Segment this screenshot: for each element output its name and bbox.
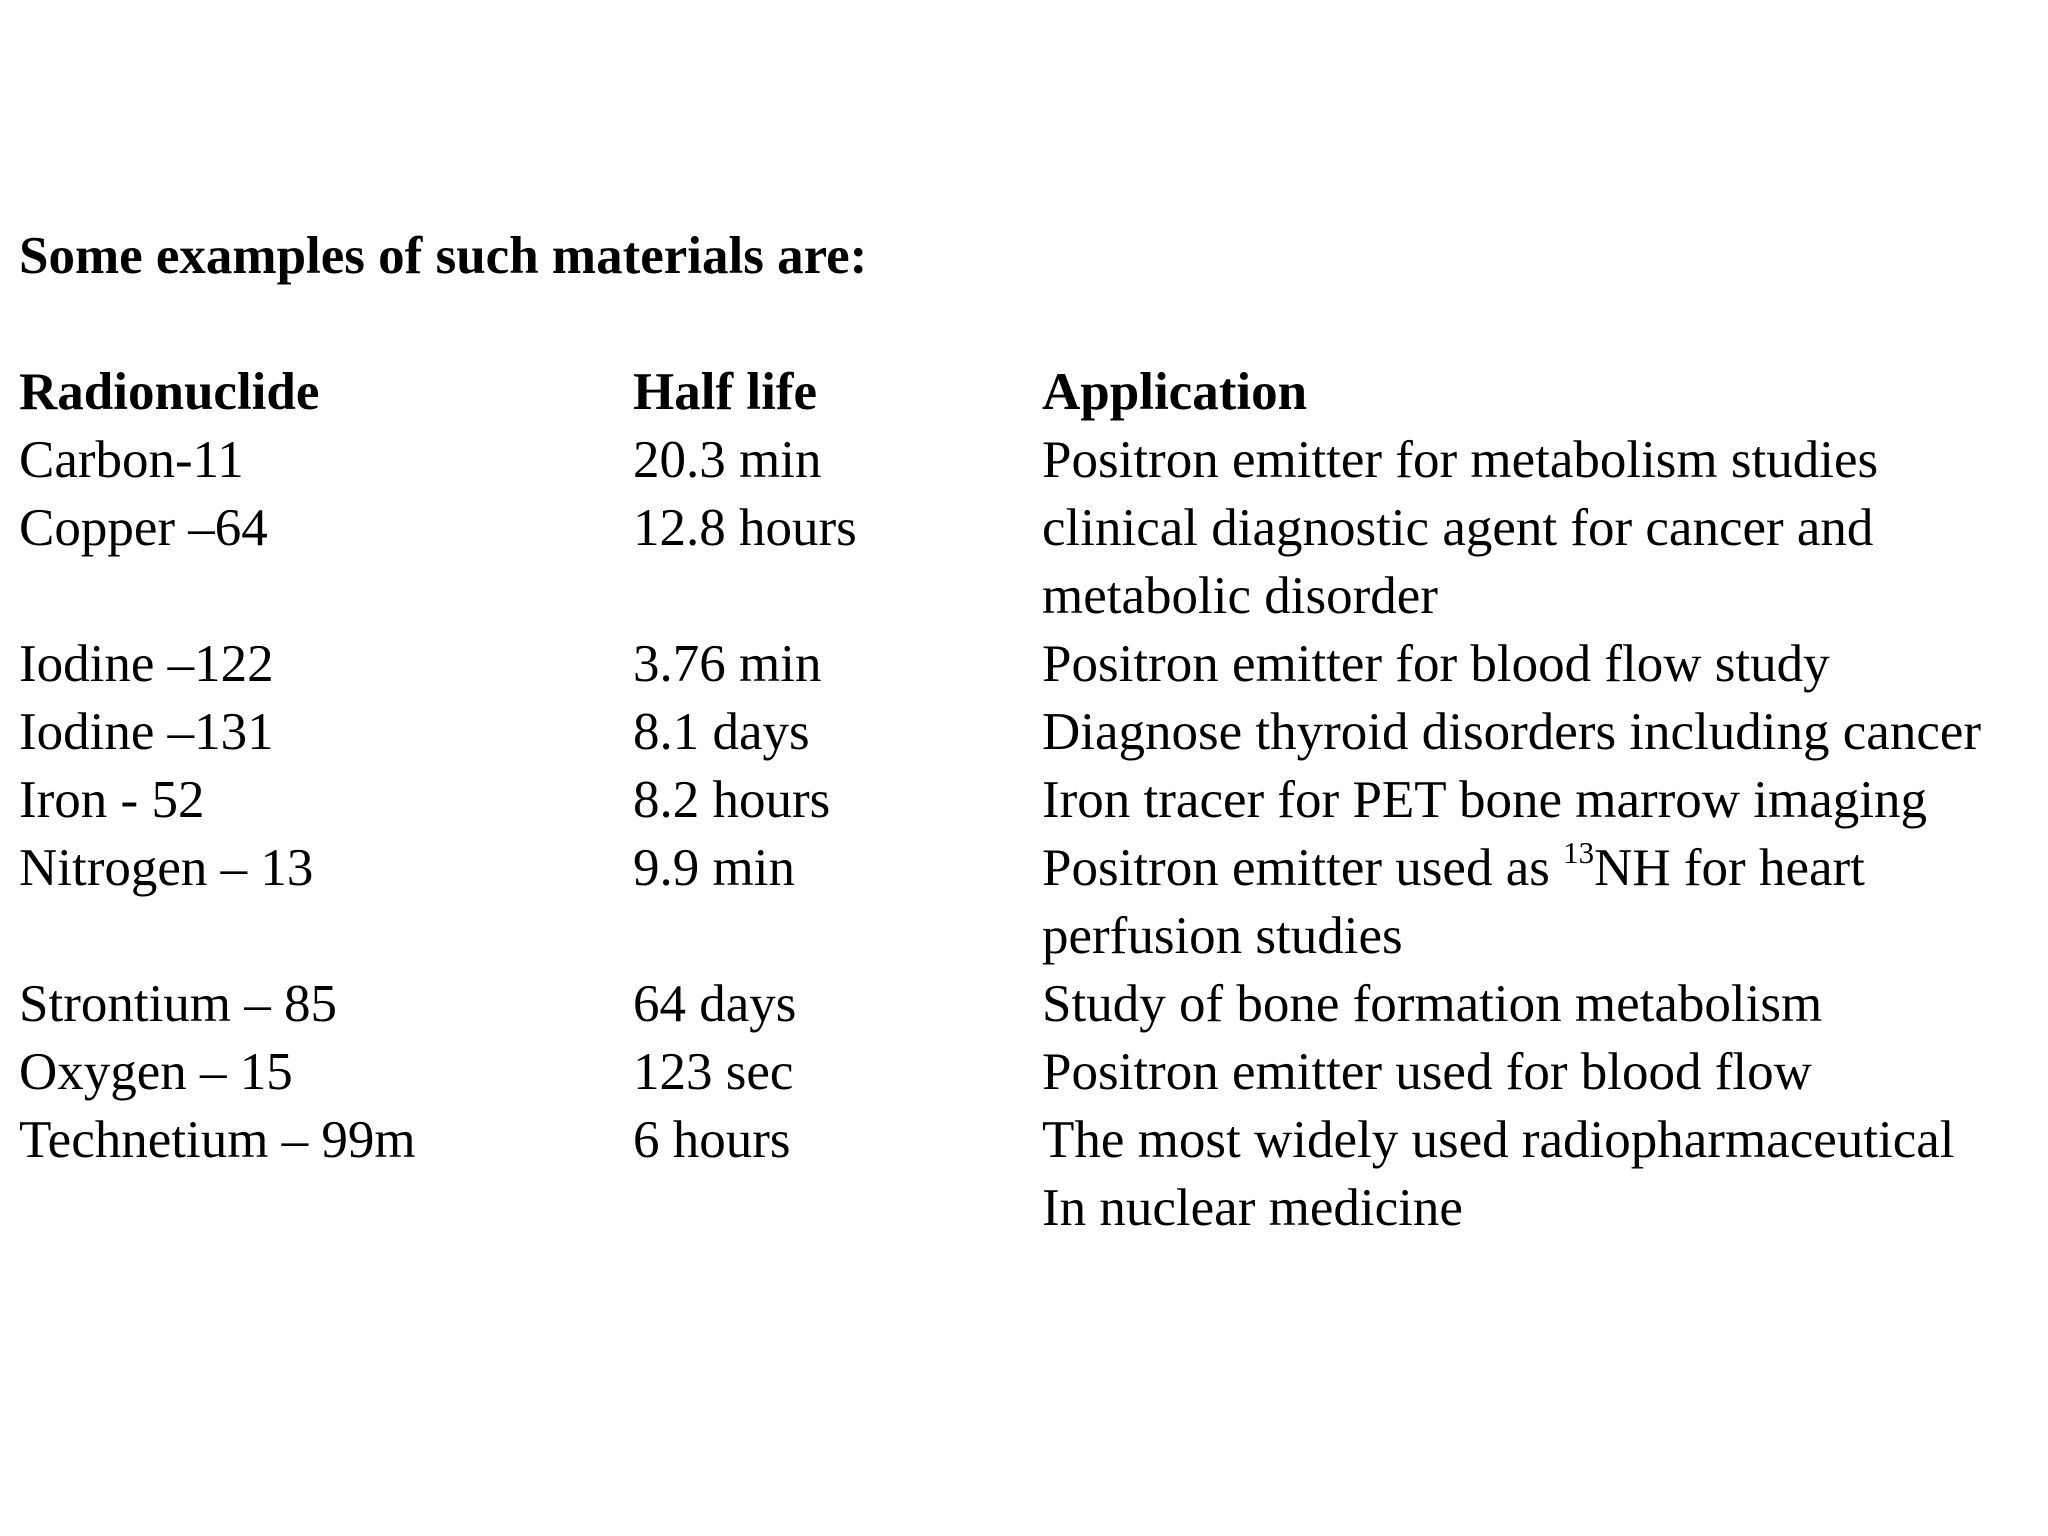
half-life-cell: 8.1 days [633,703,810,761]
radionuclide-cell: Copper –64 [19,499,268,557]
application-cell: Positron emitter for metabolism studies [1042,431,1879,489]
table-row [0,630,2048,698]
application-cell: Diagnose thyroid disorders including cancer [1042,703,1982,761]
application-cell: Study of bone formation metabolism [1042,975,1823,1033]
half-life-cell: 64 days [633,975,797,1033]
radionuclide-cell: Iron - 52 [19,771,205,829]
application-cell: clinical diagnostic agent for cancer and [1042,499,1874,557]
half-life-cell: 20.3 min [633,431,822,489]
table-row [0,834,2048,902]
application-cell-continuation: In nuclear medicine [1042,1179,1463,1237]
radionuclide-cell: Strontium – 85 [19,975,338,1033]
application-cell-continuation: metabolic disorder [1042,567,1438,625]
half-life-cell: 123 sec [633,1043,794,1101]
radionuclide-cell: Iodine –122 [19,635,274,693]
table-row [0,970,2048,1038]
radionuclide-cell: Iodine –131 [19,703,274,761]
header-radionuclide: Radionuclide [19,363,320,421]
radionuclide-cell: Technetium – 99m [19,1111,416,1169]
half-life-cell: 8.2 hours [633,771,831,829]
application-cell [1042,834,1865,902]
half-life-cell: 3.76 min [633,635,822,693]
application-cell: The most widely used radiopharmaceutical [1042,1111,1955,1169]
table-row-continuation [0,1174,2048,1242]
table-row [0,426,2048,494]
application-cell: Positron emitter for blood flow study [1042,635,1830,693]
header-half-life: Half life [633,363,817,421]
radionuclide-cell: Carbon-11 [19,431,244,489]
application-text-after: NH for heart [1594,839,1865,897]
application-cell: Iron tracer for PET bone marrow imaging [1042,771,1928,829]
half-life-cell: 6 hours [633,1111,791,1169]
half-life-cell: 12.8 hours [633,499,857,557]
application-cell-continuation: perfusion studies [1042,907,1403,965]
radionuclide-cell: Oxygen – 15 [19,1043,293,1101]
application-cell: Positron emitter used for blood flow [1042,1043,1812,1101]
table-row-continuation [0,902,2048,970]
table-header-row [0,358,2048,426]
table-row [0,494,2048,562]
heading: Some examples of such materials are: [19,227,868,285]
table-row [0,1038,2048,1106]
table-row [0,766,2048,834]
table-row-continuation [0,562,2048,630]
radionuclide-cell: Nitrogen – 13 [19,839,314,897]
half-life-cell: 9.9 min [633,839,795,897]
table-row [0,698,2048,766]
header-application: Application [1042,363,1308,421]
isotope-superscript: 13 [1563,835,1595,870]
table-row [0,1106,2048,1174]
application-text-before: Positron emitter used as [1042,839,1564,897]
